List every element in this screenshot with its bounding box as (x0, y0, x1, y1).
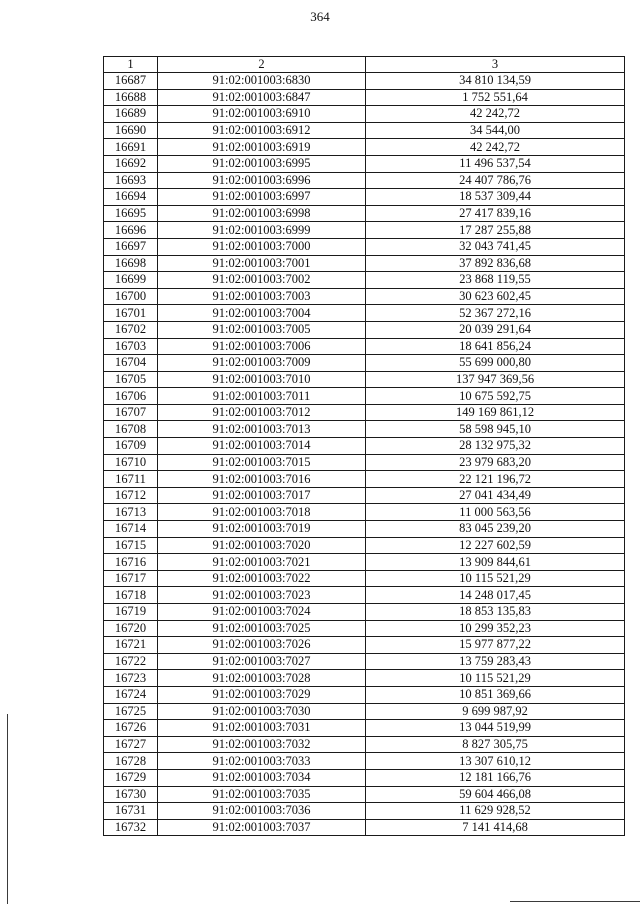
table-row (104, 438, 625, 455)
registry-table (103, 56, 625, 836)
cadastral-number-cell: 91:02:001003:6996 (158, 172, 366, 189)
cadastral-number-cell: 91:02:001003:7015 (158, 454, 366, 471)
value-cell: 10 299 352,23 (366, 620, 625, 637)
row-number-cell: 16700 (104, 288, 158, 305)
table-row (104, 604, 625, 621)
value-cell: 13 307 610,12 (366, 753, 625, 770)
row-number-cell: 16728 (104, 753, 158, 770)
table-row (104, 305, 625, 322)
value-cell: 7 141 414,68 (366, 819, 625, 836)
row-number-cell: 16687 (104, 73, 158, 90)
column-header-2: 2 (158, 57, 366, 73)
value-cell: 8 827 305,75 (366, 736, 625, 753)
cadastral-number-cell: 91:02:001003:7016 (158, 471, 366, 488)
row-number-cell: 16731 (104, 803, 158, 820)
table-row (104, 653, 625, 670)
cadastral-number-cell: 91:02:001003:7013 (158, 421, 366, 438)
row-number-cell: 16713 (104, 504, 158, 521)
table-row (104, 504, 625, 521)
value-cell: 12 181 166,76 (366, 769, 625, 786)
cadastral-number-cell: 91:02:001003:6912 (158, 122, 366, 139)
cadastral-number-cell: 91:02:001003:7030 (158, 703, 366, 720)
value-cell: 59 604 466,08 (366, 786, 625, 803)
value-cell: 23 868 119,55 (366, 272, 625, 289)
table-row (104, 139, 625, 156)
value-cell: 15 977 877,22 (366, 637, 625, 654)
table-row (104, 720, 625, 737)
cadastral-number-cell: 91:02:001003:6830 (158, 73, 366, 90)
table-row (104, 570, 625, 587)
row-number-cell: 16717 (104, 570, 158, 587)
table-row (104, 371, 625, 388)
cadastral-number-cell: 91:02:001003:7003 (158, 288, 366, 305)
row-number-cell: 16715 (104, 537, 158, 554)
cadastral-number-cell: 91:02:001003:7006 (158, 338, 366, 355)
column-header-1: 1 (104, 57, 158, 73)
cadastral-number-cell: 91:02:001003:7034 (158, 769, 366, 786)
row-number-cell: 16691 (104, 139, 158, 156)
value-cell: 32 043 741,45 (366, 238, 625, 255)
row-number-cell: 16703 (104, 338, 158, 355)
cadastral-number-cell: 91:02:001003:6998 (158, 205, 366, 222)
cadastral-number-cell: 91:02:001003:7027 (158, 653, 366, 670)
value-cell: 27 417 839,16 (366, 205, 625, 222)
table-row (104, 89, 625, 106)
row-number-cell: 16694 (104, 189, 158, 206)
table-row (104, 521, 625, 538)
value-cell: 23 979 683,20 (366, 454, 625, 471)
table-row (104, 803, 625, 820)
table-row (104, 620, 625, 637)
row-number-cell: 16696 (104, 222, 158, 239)
registry-table-body (104, 57, 625, 836)
table-row (104, 189, 625, 206)
value-cell: 14 248 017,45 (366, 587, 625, 604)
value-cell: 22 121 196,72 (366, 471, 625, 488)
table-row (104, 404, 625, 421)
cadastral-number-cell: 91:02:001003:7004 (158, 305, 366, 322)
value-cell: 10 851 369,66 (366, 686, 625, 703)
value-cell: 137 947 369,56 (366, 371, 625, 388)
row-number-cell: 16709 (104, 438, 158, 455)
value-cell: 13 909 844,61 (366, 554, 625, 571)
value-cell: 10 115 521,29 (366, 670, 625, 687)
cadastral-number-cell: 91:02:001003:6847 (158, 89, 366, 106)
cadastral-number-cell: 91:02:001003:7035 (158, 786, 366, 803)
cadastral-number-cell: 91:02:001003:7028 (158, 670, 366, 687)
row-number-cell: 16718 (104, 587, 158, 604)
value-cell: 58 598 945,10 (366, 421, 625, 438)
cadastral-number-cell: 91:02:001003:7012 (158, 404, 366, 421)
value-cell: 18 853 135,83 (366, 604, 625, 621)
table-row (104, 355, 625, 372)
value-cell: 24 407 786,76 (366, 172, 625, 189)
row-number-cell: 16723 (104, 670, 158, 687)
cadastral-number-cell: 91:02:001003:7009 (158, 355, 366, 372)
column-header-3: 3 (366, 57, 625, 73)
table-row (104, 238, 625, 255)
value-cell: 42 242,72 (366, 139, 625, 156)
cadastral-number-cell: 91:02:001003:7011 (158, 388, 366, 405)
value-cell: 42 242,72 (366, 106, 625, 123)
cadastral-number-cell: 91:02:001003:7005 (158, 321, 366, 338)
value-cell: 37 892 836,68 (366, 255, 625, 272)
value-cell: 149 169 861,12 (366, 404, 625, 421)
cadastral-number-cell: 91:02:001003:7017 (158, 487, 366, 504)
row-number-cell: 16689 (104, 106, 158, 123)
table-row (104, 537, 625, 554)
value-cell: 11 496 537,54 (366, 155, 625, 172)
row-number-cell: 16711 (104, 471, 158, 488)
row-number-cell: 16690 (104, 122, 158, 139)
cadastral-number-cell: 91:02:001003:7025 (158, 620, 366, 637)
table-row (104, 222, 625, 239)
value-cell: 20 039 291,64 (366, 321, 625, 338)
row-number-cell: 16704 (104, 355, 158, 372)
row-number-cell: 16699 (104, 272, 158, 289)
row-number-cell: 16721 (104, 637, 158, 654)
row-number-cell: 16716 (104, 554, 158, 571)
cadastral-number-cell: 91:02:001003:6919 (158, 139, 366, 156)
table-row (104, 421, 625, 438)
value-cell: 13 044 519,99 (366, 720, 625, 737)
table-row (104, 786, 625, 803)
value-cell: 30 623 602,45 (366, 288, 625, 305)
row-number-cell: 16719 (104, 604, 158, 621)
row-number-cell: 16712 (104, 487, 158, 504)
cadastral-number-cell: 91:02:001003:7014 (158, 438, 366, 455)
value-cell: 52 367 272,16 (366, 305, 625, 322)
table-row (104, 155, 625, 172)
table-row (104, 454, 625, 471)
table-row (104, 272, 625, 289)
table-row (104, 471, 625, 488)
value-cell: 1 752 551,64 (366, 89, 625, 106)
cadastral-number-cell: 91:02:001003:7024 (158, 604, 366, 621)
cadastral-number-cell: 91:02:001003:7020 (158, 537, 366, 554)
table-row (104, 255, 625, 272)
table-row (104, 753, 625, 770)
table-row (104, 205, 625, 222)
row-number-cell: 16698 (104, 255, 158, 272)
value-cell: 11 000 563,56 (366, 504, 625, 521)
value-cell: 13 759 283,43 (366, 653, 625, 670)
row-number-cell: 16706 (104, 388, 158, 405)
cadastral-number-cell: 91:02:001003:6999 (158, 222, 366, 239)
table-row (104, 670, 625, 687)
value-cell: 9 699 987,92 (366, 703, 625, 720)
row-number-cell: 16727 (104, 736, 158, 753)
table-row (104, 637, 625, 654)
value-cell: 10 675 592,75 (366, 388, 625, 405)
cadastral-number-cell: 91:02:001003:7018 (158, 504, 366, 521)
value-cell: 34 810 134,59 (366, 73, 625, 90)
row-number-cell: 16726 (104, 720, 158, 737)
table-row (104, 703, 625, 720)
cadastral-number-cell: 91:02:001003:7026 (158, 637, 366, 654)
row-number-cell: 16708 (104, 421, 158, 438)
row-number-cell: 16710 (104, 454, 158, 471)
table-row (104, 122, 625, 139)
cadastral-number-cell: 91:02:001003:7032 (158, 736, 366, 753)
bottom-edge-scan-line (510, 901, 640, 902)
row-number-cell: 16688 (104, 89, 158, 106)
row-number-cell: 16705 (104, 371, 158, 388)
row-number-cell: 16722 (104, 653, 158, 670)
value-cell: 12 227 602,59 (366, 537, 625, 554)
cadastral-number-cell: 91:02:001003:7019 (158, 521, 366, 538)
cadastral-number-cell: 91:02:001003:7029 (158, 686, 366, 703)
left-margin-scan-line (7, 714, 8, 904)
cadastral-number-cell: 91:02:001003:7000 (158, 238, 366, 255)
value-cell: 18 641 856,24 (366, 338, 625, 355)
table-row (104, 73, 625, 90)
row-number-cell: 16697 (104, 238, 158, 255)
row-number-cell: 16693 (104, 172, 158, 189)
table-row (104, 736, 625, 753)
value-cell: 17 287 255,88 (366, 222, 625, 239)
table-row (104, 288, 625, 305)
row-number-cell: 16724 (104, 686, 158, 703)
table-row (104, 686, 625, 703)
value-cell: 27 041 434,49 (366, 487, 625, 504)
cadastral-number-cell: 91:02:001003:7010 (158, 371, 366, 388)
value-cell: 83 045 239,20 (366, 521, 625, 538)
table-row (104, 819, 625, 836)
value-cell: 11 629 928,52 (366, 803, 625, 820)
value-cell: 10 115 521,29 (366, 570, 625, 587)
table-row (104, 554, 625, 571)
table-row (104, 106, 625, 123)
cadastral-number-cell: 91:02:001003:7002 (158, 272, 366, 289)
row-number-cell: 16725 (104, 703, 158, 720)
table-row (104, 321, 625, 338)
value-cell: 18 537 309,44 (366, 189, 625, 206)
row-number-cell: 16695 (104, 205, 158, 222)
table-header-row (104, 57, 625, 73)
table-row (104, 172, 625, 189)
cadastral-number-cell: 91:02:001003:6995 (158, 155, 366, 172)
row-number-cell: 16732 (104, 819, 158, 836)
cadastral-number-cell: 91:02:001003:7033 (158, 753, 366, 770)
cadastral-number-cell: 91:02:001003:6910 (158, 106, 366, 123)
value-cell: 34 544,00 (366, 122, 625, 139)
cadastral-number-cell: 91:02:001003:7001 (158, 255, 366, 272)
row-number-cell: 16701 (104, 305, 158, 322)
cadastral-number-cell: 91:02:001003:7022 (158, 570, 366, 587)
table-row (104, 388, 625, 405)
table-row (104, 587, 625, 604)
row-number-cell: 16714 (104, 521, 158, 538)
cadastral-number-cell: 91:02:001003:7021 (158, 554, 366, 571)
cadastral-number-cell: 91:02:001003:7037 (158, 819, 366, 836)
cadastral-number-cell: 91:02:001003:6997 (158, 189, 366, 206)
cadastral-number-cell: 91:02:001003:7036 (158, 803, 366, 820)
table-row (104, 338, 625, 355)
cadastral-number-cell: 91:02:001003:7031 (158, 720, 366, 737)
row-number-cell: 16730 (104, 786, 158, 803)
row-number-cell: 16692 (104, 155, 158, 172)
row-number-cell: 16729 (104, 769, 158, 786)
value-cell: 28 132 975,32 (366, 438, 625, 455)
table-row (104, 769, 625, 786)
value-cell: 55 699 000,80 (366, 355, 625, 372)
cadastral-number-cell: 91:02:001003:7023 (158, 587, 366, 604)
row-number-cell: 16702 (104, 321, 158, 338)
page-number: 364 (310, 9, 330, 24)
table-row (104, 487, 625, 504)
row-number-cell: 16720 (104, 620, 158, 637)
row-number-cell: 16707 (104, 404, 158, 421)
